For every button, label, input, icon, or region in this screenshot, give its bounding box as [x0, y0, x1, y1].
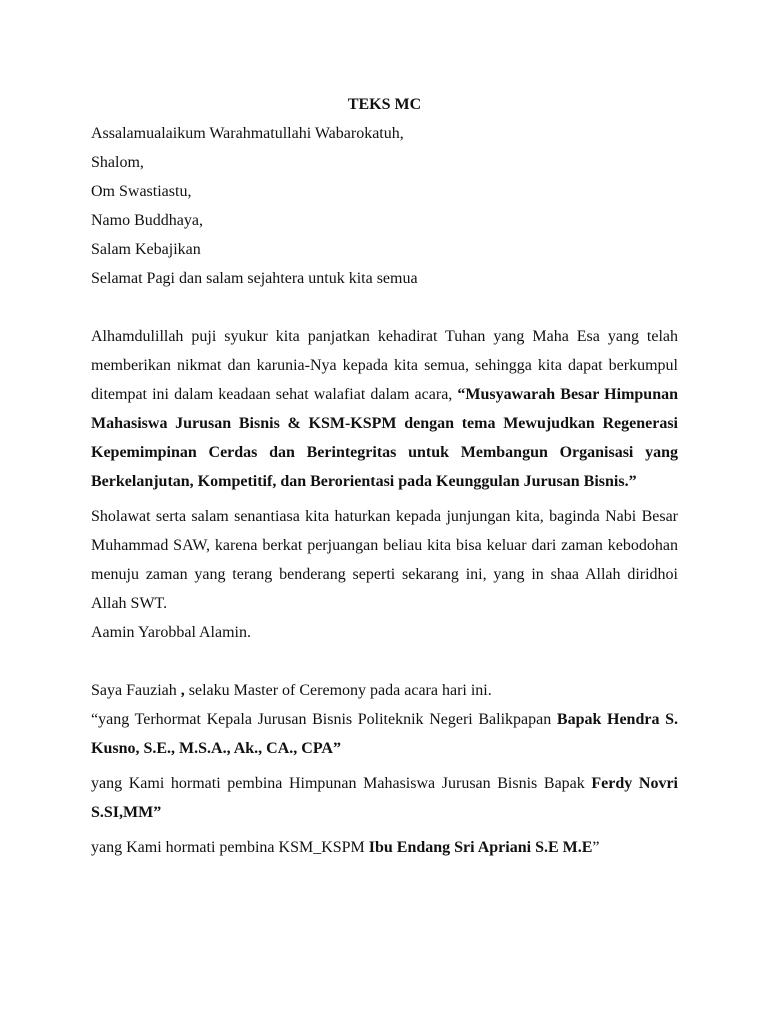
- sholawat-paragraph: Sholawat serta salam senantiasa kita haturkan kepada junjungan kita, baginda Nabi Besar Muhammad SAW, karena berkat perjuangan beliau kita bisa keluar dari zaman kebodohan menuju zaman yang terang benderang seperti sekarang ini, yang in shaa Allah diridhoi Allah SWT.: [91, 508, 678, 612]
- honor-3-suffix: ”: [592, 839, 600, 856]
- greeting-line: Om Swastiastu,: [91, 183, 192, 200]
- greeting-line: Namo Buddhaya,: [91, 212, 203, 229]
- greeting-line: Assalamualaikum Warahmatullahi Wabarokatuh,: [91, 125, 404, 142]
- opening-paragraph: [91, 322, 678, 496]
- greeting-line: Shalom,: [91, 154, 144, 171]
- honor-3-name: Ibu Endang Sri Apriani S.E M.E: [368, 839, 593, 856]
- greeting-line: Salam Kebajikan: [91, 241, 201, 258]
- honor-2-text: yang Kami hormati pembina Himpunan Mahasiswa Jurusan Bisnis Bapak: [91, 775, 592, 792]
- mc-intro-prefix: Saya Fauziah: [91, 682, 181, 699]
- honor-1-text: “yang Terhormat Kepala Jurusan Bisnis Politeknik Negeri Balikpapan: [91, 711, 557, 728]
- honor-1-name: Bapak Hendra S. Kusno, S.E., M.S.A., Ak., CA., CPA”: [91, 711, 678, 757]
- honor-paragraph-2: [91, 769, 678, 827]
- event-name: “Musyawarah Besar Himpunan Mahasiswa Jurusan Bisnis & KSM-KSPM dengan tema Mewujudkan Regenerasi Kepemimpinan Cerdas dan Berintegritas untuk Membangun Organisasi yang Berkelanjutan, Kompetitif, dan Berorientasi pada Keunggulan Jurusan Bisnis.”: [91, 386, 678, 490]
- honor-paragraph-1: [91, 705, 678, 763]
- greetings-block: [91, 119, 678, 293]
- aamin-line: Aamin Yarobbal Alamin.: [91, 624, 251, 641]
- greeting-line: Selamat Pagi dan salam sejahtera untuk kita semua: [91, 270, 418, 287]
- mc-intro-comma: ,: [180, 682, 185, 699]
- document-page: [91, 90, 678, 862]
- honor-paragraph-3: [91, 833, 678, 862]
- mc-intro-suffix: selaku Master of Ceremony pada acara hari ini.: [184, 682, 492, 699]
- document-title: TEKS MC: [347, 96, 422, 113]
- mc-intro-line: [91, 676, 678, 705]
- opening-text: Alhamdulillah puji syukur kita panjatkan kehadirat Tuhan yang Maha Esa yang telah memberikan nikmat dan karunia-Nya kepada kita semua, sehingga kita dapat berkumpul ditempat ini dalam keadaan sehat walafiat dalam acara,: [91, 328, 678, 403]
- honor-3-text: yang Kami hormati pembina KSM_KSPM: [91, 839, 369, 856]
- honor-2-name: Ferdy Novri S.SI,MM”: [91, 775, 679, 821]
